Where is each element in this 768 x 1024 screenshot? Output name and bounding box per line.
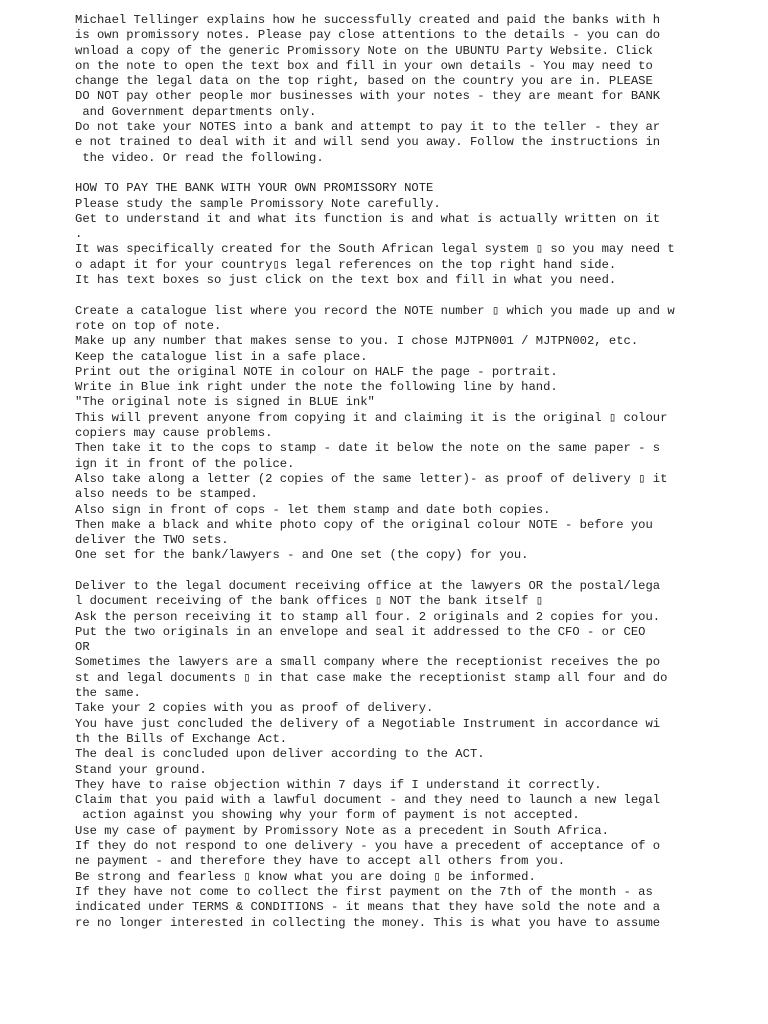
text-line: Ask the person receiving it to stamp all four. 2 originals and 2 copies for you. [75, 609, 661, 624]
text-line: on the note to open the text box and fill in your own details - You may need to [75, 58, 653, 73]
text-line: DO NOT pay other people mor businesses with your notes - they are meant for BANK [75, 89, 661, 104]
text-line: "The original note is signed in BLUE ink" [75, 395, 375, 410]
text-line: The deal is concluded upon deliver according to the ACT. [75, 747, 485, 762]
text-line: action against you showing why your form of payment is not accepted. [75, 808, 580, 823]
text-line: Michael Tellinger explains how he successfully created and paid the banks with h [75, 13, 661, 27]
text-line: the same. [75, 686, 141, 701]
text-line: Create a catalogue list where you record the NOTE number ▯ which you made up and w [75, 303, 675, 318]
text-line: indicated under TERMS & CONDITIONS - it means that they have sold the note and a [75, 900, 661, 915]
text-line: Take your 2 copies with you as proof of delivery. [75, 701, 434, 716]
text-line: If they do not respond to one delivery - you have a precedent of acceptance of o [75, 839, 661, 854]
text-line: One set for the bank/lawyers - and One set (the copy) for you. [75, 548, 529, 563]
text-line: Make up any number that makes sense to you. I chose MJTPN001 / MJTPN002, etc. [75, 334, 639, 349]
text-line [75, 166, 735, 181]
text-line: o adapt it for your country▯s legal references on the top right hand side. [75, 257, 617, 272]
text-line: Stand your ground. [75, 762, 207, 777]
text-line [75, 564, 735, 579]
text-line: ign it in front of the police. [75, 456, 295, 471]
text-line [75, 288, 735, 303]
text-line: rote on top of note. [75, 318, 222, 333]
text-line: copiers may cause problems. [75, 426, 273, 441]
text-line: This will prevent anyone from copying it and claiming it is the original ▯ colour [75, 410, 668, 425]
text-line: Then make a black and white photo copy of the original colour NOTE - before you [75, 517, 653, 532]
text-line: the video. Or read the following. [75, 150, 324, 165]
text-line: Do not take your NOTES into a bank and attempt to pay it to the teller - they ar [75, 120, 661, 135]
text-line: Then take it to the cops to stamp - date it below the note on the same paper - s [75, 441, 661, 456]
text-line: Use my case of payment by Promissory Note as a precedent in South Africa. [75, 823, 609, 838]
text-line: It was specifically created for the South African legal system ▯ so you may need t [75, 242, 675, 257]
text-line: They have to raise objection within 7 days if I understand it correctly. [75, 777, 602, 792]
text-line: l document receiving of the bank offices ▯ NOT the bank itself ▯ [75, 594, 544, 609]
text-line: Get to understand it and what its function is and what is actually written on it [75, 211, 661, 226]
text-line: It has text boxes so just click on the text box and fill in what you need. [75, 273, 617, 288]
text-line: Please study the sample Promissory Note carefully. [75, 196, 441, 211]
text-line: and Government departments only. [75, 104, 317, 119]
text-line: is own promissory notes. Please pay close attentions to the details - you can do [75, 28, 661, 43]
text-line: Put the two originals in an envelope and seal it addressed to the CFO - or CEO [75, 624, 646, 639]
text-line: wnload a copy of the generic Promissory Note on the UBUNTU Party Website. Click [75, 43, 653, 58]
text-line: You have just concluded the delivery of a Negotiable Instrument in accordance wi [75, 716, 661, 731]
text-line: Also sign in front of cops - let them stamp and date both copies. [75, 502, 551, 517]
text-line: Sometimes the lawyers are a small company where the receptionist receives the po [75, 655, 661, 670]
text-line: change the legal data on the top right, based on the country you are in. PLEASE [75, 74, 653, 89]
text-line: th the Bills of Exchange Act. [75, 731, 288, 746]
text-line: . [75, 227, 83, 242]
text-line: Deliver to the legal document receiving office at the lawyers OR the postal/lega [75, 578, 661, 593]
text-line: Keep the catalogue list in a safe place. [75, 349, 368, 364]
document-text [75, 13, 735, 931]
text-line: st and legal documents ▯ in that case make the receptionist stamp all four and do [75, 670, 668, 685]
text-line: If they have not come to collect the first payment on the 7th of the month - as [75, 884, 653, 899]
text-line: Write in Blue ink right under the note the following line by hand. [75, 380, 558, 395]
text-line: also needs to be stamped. [75, 487, 258, 502]
text-line: re no longer interested in collecting the money. This is what you have to assume [75, 915, 661, 930]
text-line: e not trained to deal with it and will send you away. Follow the instructions in [75, 135, 661, 150]
text-line: ne payment - and therefore they have to accept all others from you. [75, 854, 566, 869]
text-line: OR [75, 640, 90, 655]
text-line: Be strong and fearless ▯ know what you are doing ▯ be informed. [75, 869, 536, 884]
text-line: Print out the original NOTE in colour on HALF the page - portrait. [75, 364, 558, 379]
text-line: Claim that you paid with a lawful document - and they need to launch a new legal [75, 793, 661, 808]
text-line: deliver the TWO sets. [75, 533, 229, 548]
text-line: Also take along a letter (2 copies of the same letter)- as proof of delivery ▯ it [75, 471, 668, 486]
text-line: HOW TO PAY THE BANK WITH YOUR OWN PROMISSORY NOTE [75, 181, 434, 196]
